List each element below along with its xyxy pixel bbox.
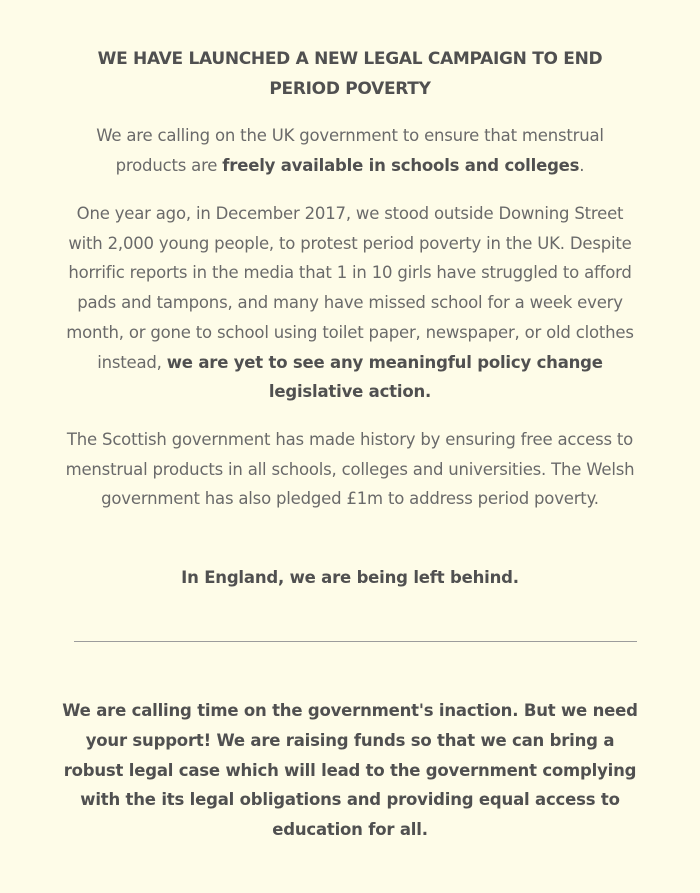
background-emphasis: we are yet to see any meaningful policy change legislative action. — [166, 352, 603, 402]
intro-text: We are calling on the UK government to ensure that menstrual products are — [96, 126, 604, 175]
intro-end: . — [579, 155, 585, 175]
section-divider — [74, 641, 637, 642]
left-behind-statement: In England, we are being left behind. — [181, 568, 519, 587]
comparison-paragraph: The Scottish government has made history by ensuring free access to menstrual products in all schools, colleges and universities. The Welsh government has also pledged £1m to address period poverty. — [65, 430, 635, 509]
campaign-heading: WE HAVE LAUNCHED A NEW LEGAL CAMPAIGN TO END PERIOD POVERTY — [97, 49, 603, 99]
background-paragraph — [60, 199, 640, 407]
intro-emphasis: freely available in schools and colleges — [222, 155, 580, 175]
intro-paragraph — [60, 121, 640, 180]
call-to-action-paragraph: We are calling time on the government's inaction. But we need your support! We are raising funds so that we can bring a robust legal case which will lead to the government complying with the its legal obligations and providing equal access to education for all. — [62, 701, 638, 840]
background-text: One year ago, in December 2017, we stood outside Downing Street with 2,000 young people, to protest period poverty in the UK. Despite horrific reports in the media that 1 in 10 girls have struggled to afford pads and tampons, and many have missed school for a week every month, or gone to school using toilet paper, newspaper, or old clothes instead, — [66, 204, 634, 372]
